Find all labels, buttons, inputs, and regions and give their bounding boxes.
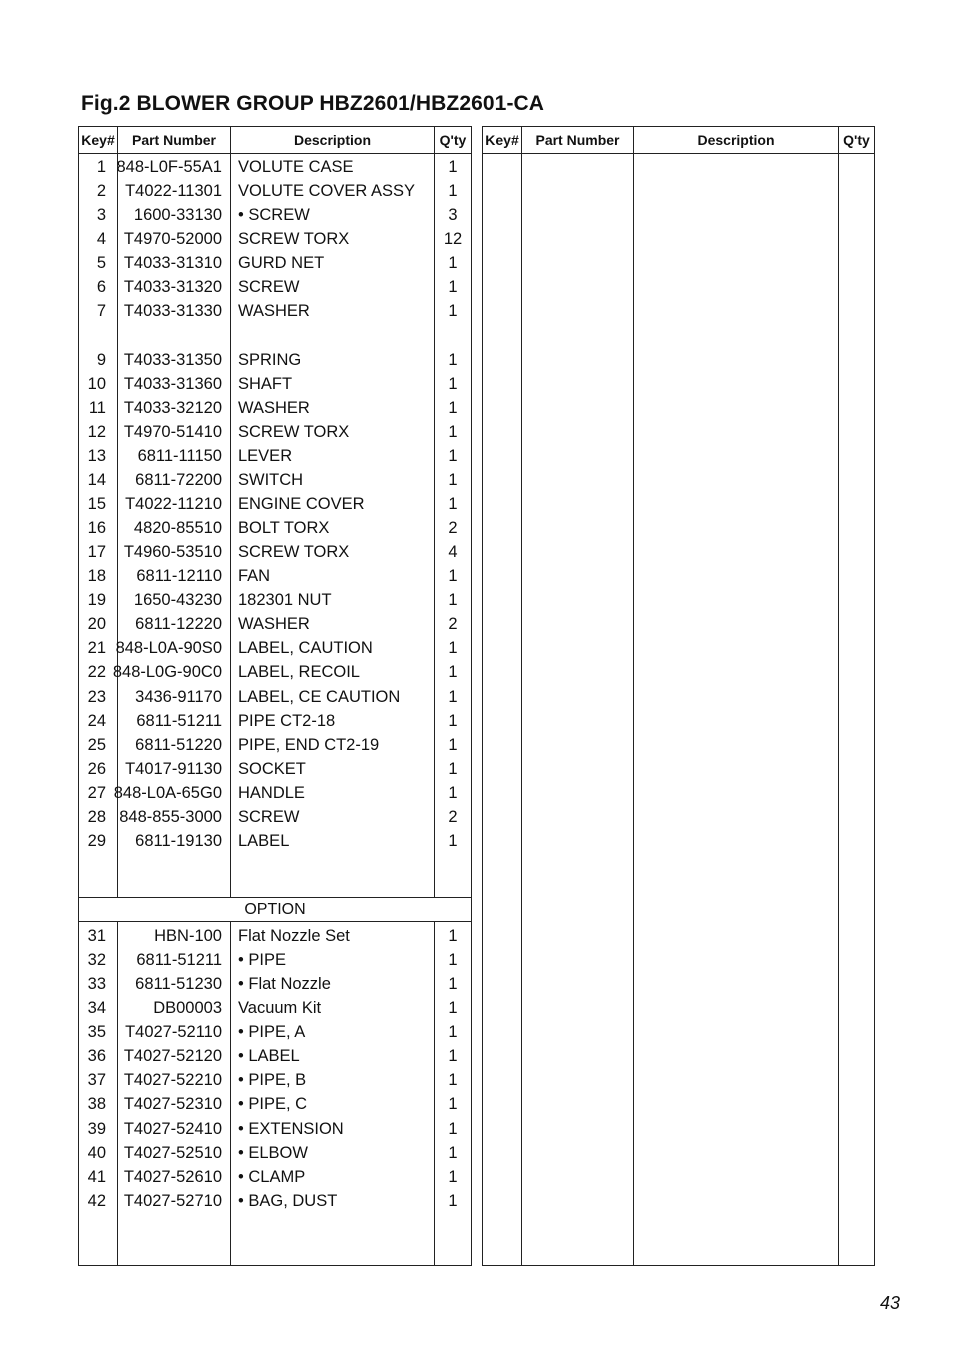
row-part-number: 848-L0G-90C0 (112, 663, 222, 682)
table-row (79, 420, 471, 444)
row-qty: 1 (448, 999, 458, 1018)
table-row (79, 227, 471, 251)
table-row (79, 251, 471, 275)
table-row (79, 588, 471, 612)
table-row (79, 636, 471, 660)
row-part-number: 1600-33130 (133, 206, 222, 225)
row-description: FAN (238, 567, 271, 586)
row-qty: 1 (448, 302, 458, 321)
row-description: • LABEL (238, 1047, 300, 1066)
row-key: 23 (87, 687, 106, 706)
row-qty: 1 (448, 350, 458, 369)
row-key: 15 (87, 494, 106, 513)
row-key: 16 (87, 519, 106, 538)
table-row (79, 275, 471, 299)
row-qty: 1 (448, 783, 458, 802)
row-key: 14 (87, 470, 106, 489)
row-qty: 2 (448, 519, 458, 538)
table-row (79, 1020, 471, 1044)
table-row (79, 996, 471, 1020)
row-part-number: 848-L0F-55A1 (116, 158, 222, 176)
row-part-number: 848-L0A-90S0 (115, 639, 222, 658)
row-description: BOLT TORX (238, 519, 330, 538)
row-key: 42 (87, 1191, 106, 1210)
row-qty: 1 (448, 831, 458, 850)
row-key: 13 (87, 446, 106, 465)
header-part-number: Part Number (535, 132, 620, 148)
row-qty: 1 (448, 735, 458, 754)
table-row (79, 660, 471, 684)
row-part-number: 4820-85510 (133, 519, 222, 538)
row-key: 10 (87, 374, 106, 393)
row-part-number: 6811-51220 (135, 735, 222, 754)
row-part-number: 6811-12220 (135, 615, 222, 634)
row-description: SPRING (238, 350, 302, 369)
table-row (79, 348, 471, 372)
row-part-number: DB00003 (153, 999, 222, 1018)
column-divider (838, 127, 839, 1265)
row-qty: 1 (448, 639, 458, 658)
row-qty: 2 (448, 615, 458, 634)
table-row (79, 299, 471, 323)
row-key: 24 (87, 711, 106, 730)
table-row (79, 924, 471, 948)
parts-table-left (78, 126, 472, 1266)
row-key: 3 (96, 206, 106, 225)
table-row (79, 972, 471, 996)
row-description: SOCKET (238, 759, 306, 778)
row-qty: 1 (448, 1119, 458, 1138)
row-part-number: T4027-52120 (123, 1047, 222, 1066)
row-qty: 1 (448, 687, 458, 706)
header-qty: Q'ty (439, 132, 467, 148)
header-divider (79, 153, 471, 154)
row-description: • SCREW (238, 206, 310, 225)
row-part-number: T4017-91130 (125, 759, 222, 778)
row-description: LABEL, CE CAUTION (238, 687, 401, 706)
table-row (79, 468, 471, 492)
row-key: 4 (96, 230, 106, 249)
row-qty: 3 (448, 206, 458, 225)
row-description: • PIPE, B (238, 1071, 307, 1090)
row-key: 32 (87, 951, 106, 970)
table-row (79, 1165, 471, 1189)
table-row (79, 492, 471, 516)
row-qty: 4 (448, 543, 458, 562)
row-part-number: T4033-31350 (123, 350, 222, 369)
row-key: 11 (88, 398, 106, 417)
row-qty: 1 (448, 1047, 458, 1066)
page-number: 43 (880, 1293, 901, 1313)
row-part-number: T4022-11301 (125, 182, 222, 201)
table-row (79, 685, 471, 709)
row-key: 25 (87, 735, 106, 754)
row-part-number: T4022-11210 (125, 494, 222, 513)
row-part-number: T4027-52510 (123, 1143, 222, 1162)
row-qty: 1 (448, 1095, 458, 1114)
row-part-number: T4027-52210 (123, 1071, 222, 1090)
header-key: Key# (485, 132, 519, 148)
table-row (79, 1189, 471, 1213)
row-description: Vacuum Kit (238, 999, 322, 1018)
row-description: PIPE CT2-18 (238, 711, 336, 730)
row-description: • PIPE, C (238, 1095, 308, 1114)
row-description: • PIPE, A (238, 1023, 306, 1042)
row-part-number: 848-L0A-65G0 (113, 783, 222, 802)
row-key: 1 (96, 158, 106, 176)
row-key: 5 (96, 254, 106, 273)
row-qty: 1 (448, 158, 458, 176)
option-label: OPTION (244, 901, 306, 918)
row-description: • ELBOW (238, 1143, 308, 1162)
row-part-number: 1650-43230 (133, 591, 222, 610)
row-key: 19 (87, 591, 106, 610)
row-key: 27 (87, 783, 106, 802)
row-description: HANDLE (238, 783, 305, 802)
table-row (79, 612, 471, 636)
row-qty: 1 (448, 422, 458, 441)
row-key: 35 (87, 1023, 106, 1042)
header-qty: Q'ty (843, 132, 870, 148)
row-key: 7 (96, 302, 106, 321)
table-row (79, 1068, 471, 1092)
row-key: 20 (87, 615, 106, 634)
column-divider (633, 127, 634, 1265)
row-qty: 1 (448, 975, 458, 994)
row-description: WASHER (238, 398, 310, 417)
row-key: 26 (87, 759, 106, 778)
table-row (79, 564, 471, 588)
row-qty: 1 (448, 1023, 458, 1042)
row-part-number: 6811-51230 (135, 975, 222, 994)
table-row (79, 1044, 471, 1068)
row-qty: 1 (448, 398, 458, 417)
row-qty: 1 (448, 494, 458, 513)
table-row (79, 757, 471, 781)
row-part-number: T4027-52710 (123, 1191, 222, 1210)
row-description: Flat Nozzle Set (238, 927, 350, 945)
row-description: WASHER (238, 615, 310, 634)
row-qty: 1 (448, 446, 458, 465)
row-key: 9 (96, 350, 106, 369)
row-qty: 1 (448, 927, 458, 945)
table-row (79, 1141, 471, 1165)
row-description: WASHER (238, 302, 310, 321)
row-qty: 1 (448, 254, 458, 273)
row-qty: 1 (448, 374, 458, 393)
row-key: 28 (87, 807, 106, 826)
row-description: 182301 NUT (238, 591, 332, 610)
row-key: 38 (87, 1095, 106, 1114)
table-row (79, 155, 471, 179)
row-description: GURD NET (238, 254, 325, 273)
row-part-number: T4970-52000 (123, 230, 222, 249)
row-part-number: T4027-52110 (125, 1023, 222, 1042)
table-row (79, 1092, 471, 1116)
table-row (79, 396, 471, 420)
row-key: 33 (87, 975, 106, 994)
row-key: 12 (87, 422, 106, 441)
row-description: SCREW (238, 278, 300, 297)
row-description: ENGINE COVER (238, 494, 365, 513)
row-description: LABEL, CAUTION (238, 639, 373, 658)
header-description: Description (697, 132, 775, 148)
row-description: VOLUTE COVER ASSY (238, 182, 415, 201)
table-row (79, 516, 471, 540)
row-description: LABEL (238, 831, 290, 850)
row-part-number: 6811-51211 (136, 951, 222, 970)
row-part-number: 848-855-3000 (119, 807, 222, 826)
row-part-number: T4970-51410 (123, 422, 222, 441)
row-key: 2 (96, 182, 106, 201)
row-part-number: 6811-19130 (135, 831, 222, 850)
row-part-number: T4027-52310 (123, 1095, 222, 1114)
row-key: 22 (87, 663, 106, 682)
row-key: 21 (87, 639, 106, 658)
row-part-number: 6811-11150 (137, 446, 222, 465)
row-description: SCREW TORX (238, 230, 350, 249)
row-qty: 1 (448, 759, 458, 778)
row-part-number: T4033-32120 (123, 398, 222, 417)
row-qty: 1 (448, 591, 458, 610)
table-row (79, 805, 471, 829)
row-qty: 1 (448, 1167, 458, 1186)
row-qty: 1 (448, 663, 458, 682)
table-row (79, 733, 471, 757)
row-key: 36 (87, 1047, 106, 1066)
row-part-number: T4027-52610 (123, 1167, 222, 1186)
row-description: SCREW (238, 807, 300, 826)
row-part-number: T4033-31320 (123, 278, 222, 297)
row-description: • EXTENSION (238, 1119, 344, 1138)
header-divider (483, 153, 874, 154)
table-row (79, 1117, 471, 1141)
row-qty: 1 (448, 278, 458, 297)
row-description: • Flat Nozzle (238, 975, 331, 994)
row-qty: 1 (448, 182, 458, 201)
row-key: 29 (87, 831, 106, 850)
column-divider (521, 127, 522, 1265)
header-key: Key# (81, 132, 115, 148)
row-qty: 1 (448, 951, 458, 970)
row-key: 18 (87, 567, 106, 586)
row-part-number: T4027-52410 (123, 1119, 222, 1138)
row-description: • BAG, DUST (238, 1191, 338, 1210)
row-part-number: T4033-31360 (123, 374, 222, 393)
row-part-number: 6811-12110 (136, 567, 222, 586)
row-description: SHAFT (238, 374, 293, 393)
row-part-number: HBN-100 (154, 927, 222, 945)
row-qty: 1 (448, 1191, 458, 1210)
page-title: Fig.2 BLOWER GROUP HBZ2601/HBZ2601-CA (81, 92, 545, 115)
table-row (79, 829, 471, 853)
table-row (79, 179, 471, 203)
row-key: 6 (96, 278, 106, 297)
table-row (79, 203, 471, 227)
table-row (79, 709, 471, 733)
row-qty: 1 (448, 1143, 458, 1162)
table-row (79, 372, 471, 396)
row-qty: 1 (448, 567, 458, 586)
table-row (79, 781, 471, 805)
row-description: LEVER (238, 446, 293, 465)
row-key: 31 (87, 927, 106, 945)
row-description: SCREW TORX (238, 422, 350, 441)
row-qty: 12 (443, 230, 463, 249)
row-qty: 1 (448, 1071, 458, 1090)
table-row (79, 444, 471, 468)
row-key: 37 (87, 1071, 106, 1090)
table-row (79, 948, 471, 972)
row-key: 39 (87, 1119, 106, 1138)
row-key: 41 (87, 1167, 106, 1186)
parts-table-right (482, 126, 875, 1266)
row-key: 40 (87, 1143, 106, 1162)
row-part-number: T4033-31310 (123, 254, 222, 273)
row-part-number: 6811-51211 (136, 711, 222, 730)
row-part-number: 3436-91170 (135, 687, 222, 706)
row-description: SCREW TORX (238, 543, 350, 562)
table-row (79, 540, 471, 564)
row-part-number: T4033-31330 (123, 302, 222, 321)
row-description: • PIPE (238, 951, 286, 970)
header-description: Description (293, 132, 371, 148)
row-description: LABEL, RECOIL (238, 663, 360, 682)
row-part-number: 6811-72200 (135, 470, 222, 489)
row-part-number: T4960-53510 (123, 543, 222, 562)
row-qty: 1 (448, 711, 458, 730)
row-description: • CLAMP (238, 1167, 306, 1186)
header-part-number: Part Number (131, 132, 217, 148)
row-qty: 2 (448, 807, 458, 826)
row-description: VOLUTE CASE (238, 158, 354, 176)
row-description: PIPE, END CT2-19 (238, 735, 380, 754)
row-description: SWITCH (238, 470, 304, 489)
row-qty: 1 (448, 470, 458, 489)
row-key: 17 (87, 543, 106, 562)
row-key: 34 (87, 999, 106, 1018)
